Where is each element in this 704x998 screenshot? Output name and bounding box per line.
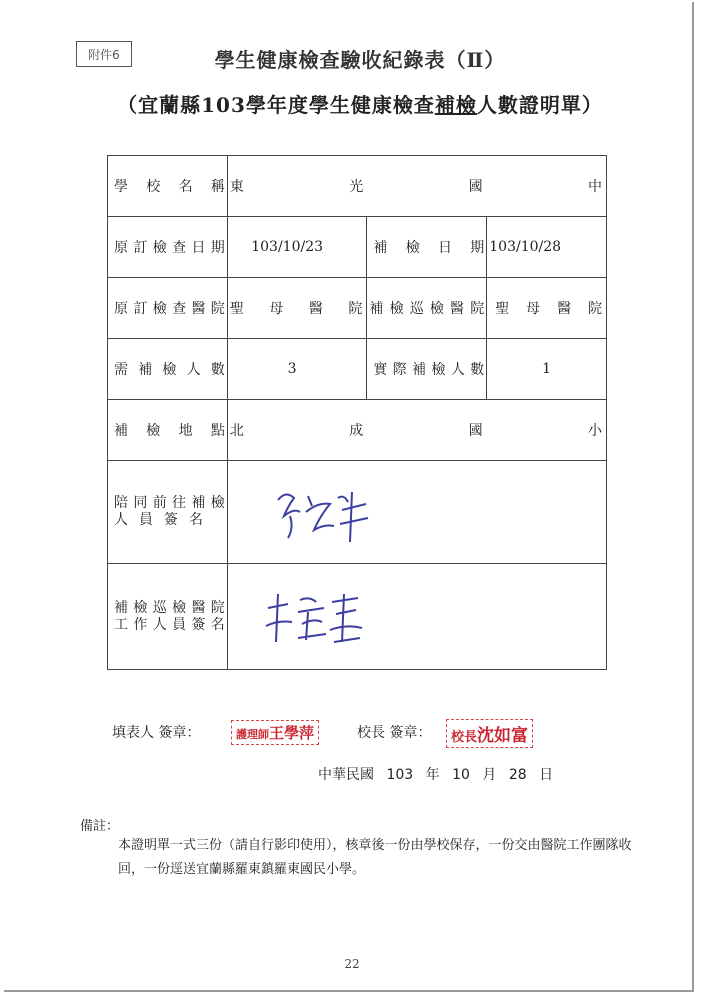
char: 稱 xyxy=(210,179,225,195)
filler-stamp-title: 護理師 xyxy=(236,728,269,741)
form-date xyxy=(318,764,553,784)
form-subtitle xyxy=(70,89,650,118)
actual-count-value: 1 xyxy=(542,361,552,377)
char: 名 xyxy=(188,512,203,528)
char: 同 xyxy=(133,495,148,511)
escort-label-line1 xyxy=(114,495,225,512)
char: 檢 xyxy=(431,362,446,378)
char: 醫 xyxy=(450,301,465,317)
char: 作 xyxy=(133,616,148,633)
make-date-label xyxy=(367,237,486,257)
principal-label: 校長 簽章： xyxy=(357,725,432,741)
hospital-staff-label xyxy=(108,600,227,634)
char: 國 xyxy=(468,423,483,439)
char: 補 xyxy=(373,240,388,256)
char: 名 xyxy=(210,616,225,633)
char: 陪 xyxy=(114,495,128,511)
row-location xyxy=(108,400,607,461)
date-month-unit: 月 xyxy=(482,767,497,783)
make-hospital-value xyxy=(487,298,606,318)
row-hospital-signature xyxy=(108,564,607,670)
orig-hospital-label xyxy=(108,298,227,318)
char: 醫 xyxy=(191,301,206,317)
char: 人 xyxy=(114,512,128,528)
hospital-staff-label-line2 xyxy=(114,617,225,634)
char: 醫 xyxy=(557,301,572,317)
char: 檢 xyxy=(210,495,225,511)
need-count-label xyxy=(108,359,227,379)
subtitle-part-1: （宜蘭縣103學年度學生健康檢查 xyxy=(117,93,435,117)
location-label xyxy=(108,420,227,440)
char: 日 xyxy=(191,240,206,256)
char: 檢 xyxy=(162,362,177,378)
hospital-staff-signature xyxy=(258,582,378,652)
record-table xyxy=(107,155,607,670)
char: 母 xyxy=(269,301,284,317)
char: 光 xyxy=(349,179,364,195)
char: 補 xyxy=(369,301,384,317)
char: 東 xyxy=(229,179,244,195)
char: 檢 xyxy=(146,423,161,439)
char: 檢 xyxy=(172,599,187,616)
char: 母 xyxy=(526,301,541,317)
char: 前 xyxy=(152,495,167,511)
principal-stamp-title: 校長 xyxy=(451,730,478,745)
make-hospital-label xyxy=(367,298,486,318)
date-month: 10 xyxy=(452,767,470,783)
char: 人 xyxy=(186,362,201,378)
char: 成 xyxy=(349,423,364,439)
char: 檢 xyxy=(389,301,404,317)
subtitle-part-2: 人數證明單） xyxy=(476,93,603,117)
char: 補 xyxy=(138,362,153,378)
char: 點 xyxy=(210,423,225,439)
char: 院 xyxy=(348,301,363,317)
char: 院 xyxy=(210,301,225,317)
char: 查 xyxy=(172,301,187,317)
principal-stamp xyxy=(446,719,533,748)
filler-label: 填表人 簽章： xyxy=(112,725,201,741)
char: 聖 xyxy=(229,301,244,317)
char: 人 xyxy=(152,616,167,633)
char: 際 xyxy=(392,362,407,378)
escort-signature xyxy=(264,472,384,552)
filler-stamp-name: 王學萍 xyxy=(269,724,315,742)
date-day: 28 xyxy=(508,767,527,783)
char: 員 xyxy=(172,616,187,633)
char: 學 xyxy=(114,179,128,195)
char: 往 xyxy=(172,495,187,511)
date-year-unit: 年 xyxy=(425,767,440,783)
subtitle-underlined: 補檢 xyxy=(434,93,477,117)
page-number: 22 xyxy=(344,957,360,971)
char: 補 xyxy=(114,599,128,616)
principal-row xyxy=(357,722,431,742)
char: 小 xyxy=(587,423,602,439)
need-count-value: 3 xyxy=(287,361,297,377)
char: 需 xyxy=(114,362,128,378)
char: 檢 xyxy=(133,599,148,616)
char: 檢 xyxy=(152,301,167,317)
char: 巡 xyxy=(152,599,167,616)
char: 聖 xyxy=(495,301,510,317)
char: 地 xyxy=(178,423,193,439)
row-hospitals xyxy=(108,278,607,339)
location-value xyxy=(228,420,606,440)
char: 人 xyxy=(450,362,465,378)
char: 期 xyxy=(470,240,485,256)
char: 日 xyxy=(437,240,452,256)
char: 校 xyxy=(146,179,161,195)
char: 名 xyxy=(178,179,193,195)
char: 補 xyxy=(114,423,128,439)
actual-count-label xyxy=(367,359,486,379)
char: 檢 xyxy=(405,240,420,256)
form-title: 學生健康檢查驗收紀錄表（Ⅱ） xyxy=(214,48,506,72)
char: 檢 xyxy=(429,301,444,317)
char: 原 xyxy=(114,301,128,317)
char: 巡 xyxy=(409,301,424,317)
char: 數 xyxy=(210,362,225,378)
char: 期 xyxy=(210,240,225,256)
row-counts xyxy=(108,339,607,400)
attachment-label: 附件6 xyxy=(76,41,132,67)
char: 補 xyxy=(412,362,427,378)
char: 工 xyxy=(114,616,128,633)
char: 員 xyxy=(138,512,153,528)
hospital-staff-label-line1 xyxy=(114,600,225,617)
filler-stamp xyxy=(231,720,319,745)
escort-label-line2 xyxy=(114,512,225,529)
char: 醫 xyxy=(308,301,323,317)
principal-stamp-name: 沈如富 xyxy=(477,726,529,746)
date-era: 中華民國 xyxy=(318,767,374,783)
char: 檢 xyxy=(152,240,167,256)
char: 數 xyxy=(470,362,485,378)
make-date-value: 103/10/28 xyxy=(489,239,562,255)
char: 院 xyxy=(470,301,485,317)
char: 國 xyxy=(468,179,483,195)
row-dates xyxy=(108,217,607,278)
char: 查 xyxy=(172,240,187,256)
row-escort-signature xyxy=(108,461,607,564)
orig-date-value: 103/10/23 xyxy=(251,239,324,255)
char: 醫 xyxy=(191,599,206,616)
char: 中 xyxy=(587,179,602,195)
row-school xyxy=(108,156,607,217)
char: 院 xyxy=(210,599,225,616)
orig-hospital-value xyxy=(228,298,367,318)
char: 簽 xyxy=(191,616,206,633)
char: 訂 xyxy=(133,240,148,256)
char: 實 xyxy=(373,362,388,378)
char: 院 xyxy=(587,301,602,317)
char: 北 xyxy=(229,423,244,439)
char: 訂 xyxy=(133,301,148,317)
escort-label xyxy=(108,495,227,529)
char: 簽 xyxy=(163,512,178,528)
note-text: 本證明單一式三份（請自行影印使用），核章後一份由學校保存，一份交由醫院工作團隊收回，一份逕送宜蘭縣羅東鎮羅東國民小學。 xyxy=(118,838,632,877)
school-value xyxy=(228,176,606,196)
school-label xyxy=(108,176,227,196)
date-year: 103 xyxy=(386,767,414,783)
date-day-unit: 日 xyxy=(539,767,554,783)
char: 補 xyxy=(191,495,206,511)
signature-row xyxy=(112,722,200,742)
char: 原 xyxy=(114,240,128,256)
note-label: 備註： xyxy=(80,819,120,834)
